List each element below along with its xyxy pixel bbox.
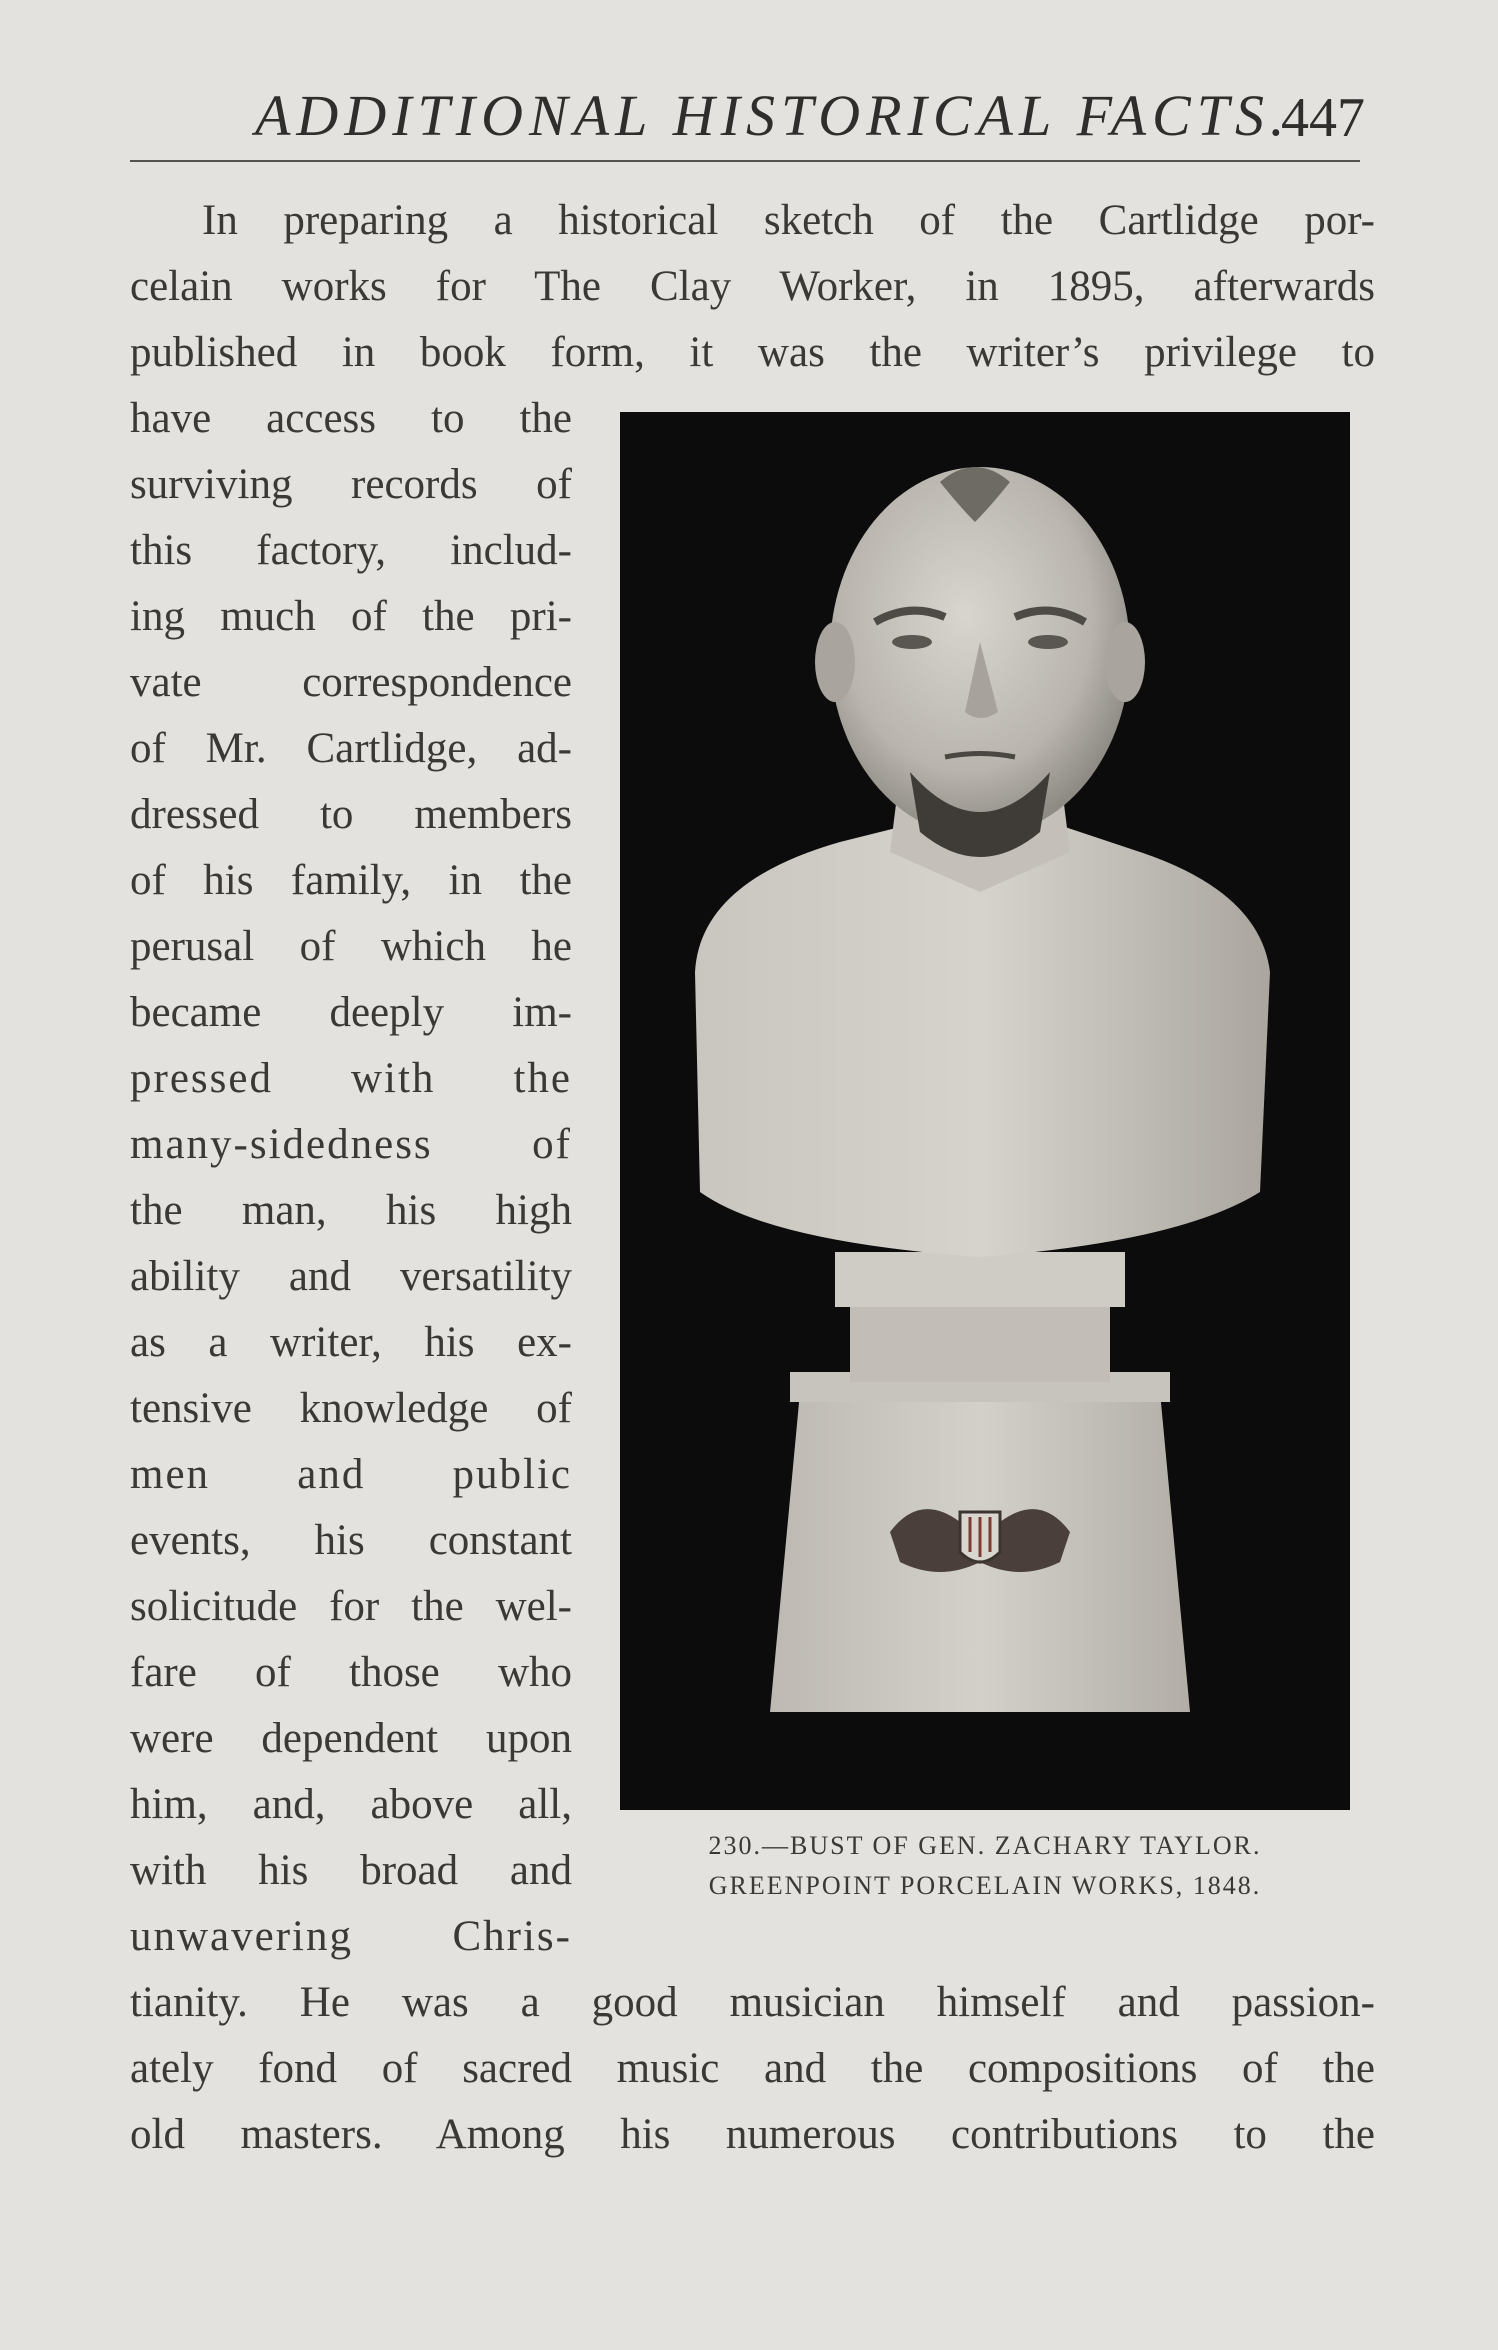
caption-line: GREENPOINT PORCELAIN WORKS, 1848. xyxy=(708,1871,1262,1900)
text-line: published in book form, it was the writer’s privilege to xyxy=(130,329,1375,376)
header-rule xyxy=(130,160,1360,162)
running-head: ADDITIONAL HISTORICAL FACTS. xyxy=(255,83,1291,148)
bust-illustration xyxy=(620,412,1350,1810)
caption-line: 230.—BUST OF GEN. ZACHARY TAYLOR. xyxy=(708,1831,1262,1860)
text-line: fare of those who xyxy=(130,1649,572,1696)
text-line: events, his constant xyxy=(130,1517,572,1564)
text-line: were dependent upon xyxy=(130,1715,572,1762)
bust-photograph xyxy=(620,412,1350,1810)
text-line: men and public xyxy=(130,1451,572,1498)
text-line: as a writer, his ex- xyxy=(130,1319,572,1366)
paragraph-narrow-column xyxy=(130,386,572,1970)
text-line: pressed with the xyxy=(130,1055,572,1102)
text-line: tensive knowledge of xyxy=(130,1385,572,1432)
text-line: dressed to members xyxy=(130,791,572,838)
text-line: ability and versatility xyxy=(130,1253,572,1300)
text-line: many-sidedness of xyxy=(130,1121,572,1168)
paragraph-top xyxy=(130,188,1375,386)
text-line: celain works for The Clay Worker, in 1895, afterwards xyxy=(130,263,1375,310)
text-line: ately fond of sacred music and the compositions of the xyxy=(130,2045,1375,2092)
figure-caption xyxy=(620,1826,1350,1906)
page-header xyxy=(135,82,1365,152)
text-line: vate correspondence xyxy=(130,659,572,706)
text-line: this factory, includ- xyxy=(130,527,572,574)
text-line: the man, his high xyxy=(130,1187,572,1234)
text-line: tianity. He was a good musician himself and passion- xyxy=(130,1979,1375,2026)
text-line: have access to the xyxy=(130,395,572,442)
page-number: 447 xyxy=(1281,87,1365,149)
text-line: solicitude for the wel- xyxy=(130,1583,572,1630)
text-line: In preparing a historical sketch of the Cartlidge por- xyxy=(202,197,1375,244)
text-line: unwavering Chris- xyxy=(130,1913,572,1960)
text-line: old masters. Among his numerous contributions to the xyxy=(130,2111,1375,2158)
text-line: ing much of the pri- xyxy=(130,593,572,640)
text-line: perusal of which he xyxy=(130,923,572,970)
text-line: of Mr. Cartlidge, ad- xyxy=(130,725,572,772)
eagle-shield-emblem xyxy=(890,1509,1070,1572)
paragraph-bottom xyxy=(130,1970,1375,2168)
text-line: surviving records of xyxy=(130,461,572,508)
text-line: with his broad and xyxy=(130,1847,572,1894)
text-line: him, and, above all, xyxy=(130,1781,572,1828)
text-line: became deeply im- xyxy=(130,989,572,1036)
text-line: of his family, in the xyxy=(130,857,572,904)
